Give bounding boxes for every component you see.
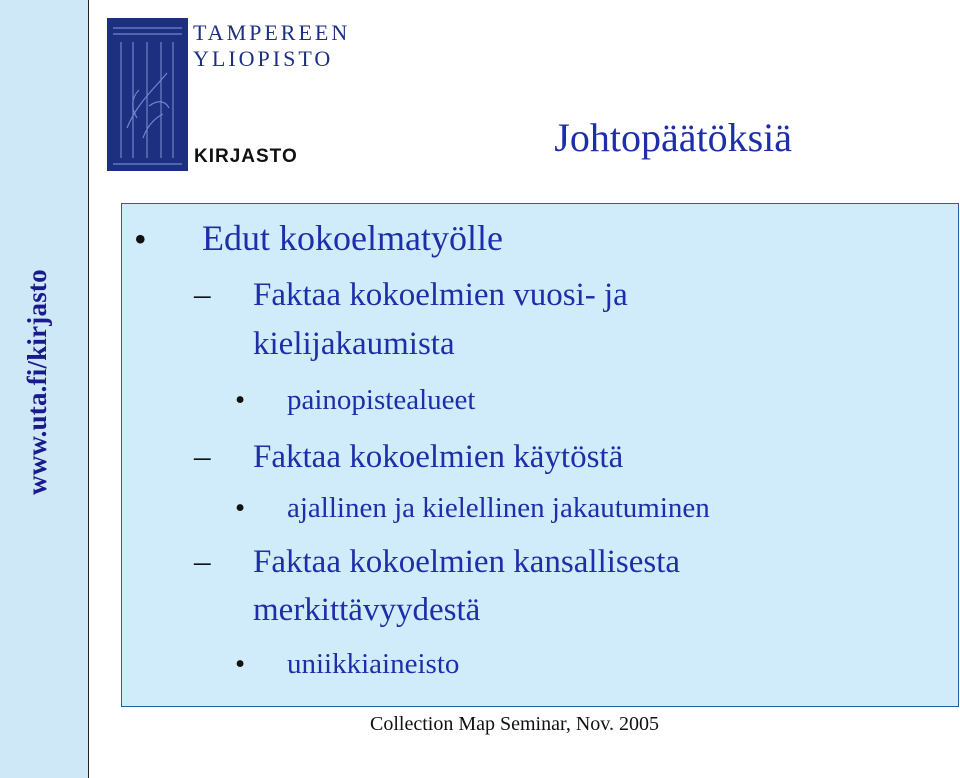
heading: Edut kokoelmatyölle (202, 218, 503, 258)
sidebar (0, 0, 89, 778)
item-2-line-1: Faktaa kokoelmien käytöstä (253, 439, 624, 475)
content-box (121, 203, 959, 707)
sidebar-url: www.uta.fi/kirjasto (22, 269, 52, 495)
item-1-sub: painopistealueet (287, 384, 476, 416)
pillar-emblem-icon (107, 18, 188, 171)
item-3-line-2: merkittävyydestä (253, 592, 481, 628)
item-1-line-1: Faktaa kokoelmien vuosi- ja (253, 277, 628, 313)
dash-icon: – (194, 277, 211, 313)
logo-line-1: TAMPEREEN (193, 20, 351, 45)
logo-line-2: YLIOPISTO (193, 46, 334, 71)
bullet-icon: • (235, 384, 246, 416)
footer: Collection Map Seminar, Nov. 2005 (370, 713, 659, 735)
dash-icon: – (194, 439, 211, 475)
bullet-icon: • (235, 648, 246, 680)
bullet-icon: • (235, 492, 246, 524)
logo-wordmark (193, 20, 350, 72)
item-3-sub: uniikkiaineisto (287, 648, 460, 680)
item-2-sub: ajallinen ja kielellinen jakautuminen (287, 492, 710, 524)
slide-title: Johtopäätöksiä (554, 115, 792, 160)
dash-icon: – (194, 544, 211, 580)
logo-library-label: KIRJASTO (194, 146, 298, 167)
university-logo (107, 18, 351, 172)
bullet-icon: • (134, 219, 147, 259)
item-1-line-2: kielijakaumista (253, 326, 455, 362)
item-3-line-1: Faktaa kokoelmien kansallisesta (253, 544, 681, 580)
